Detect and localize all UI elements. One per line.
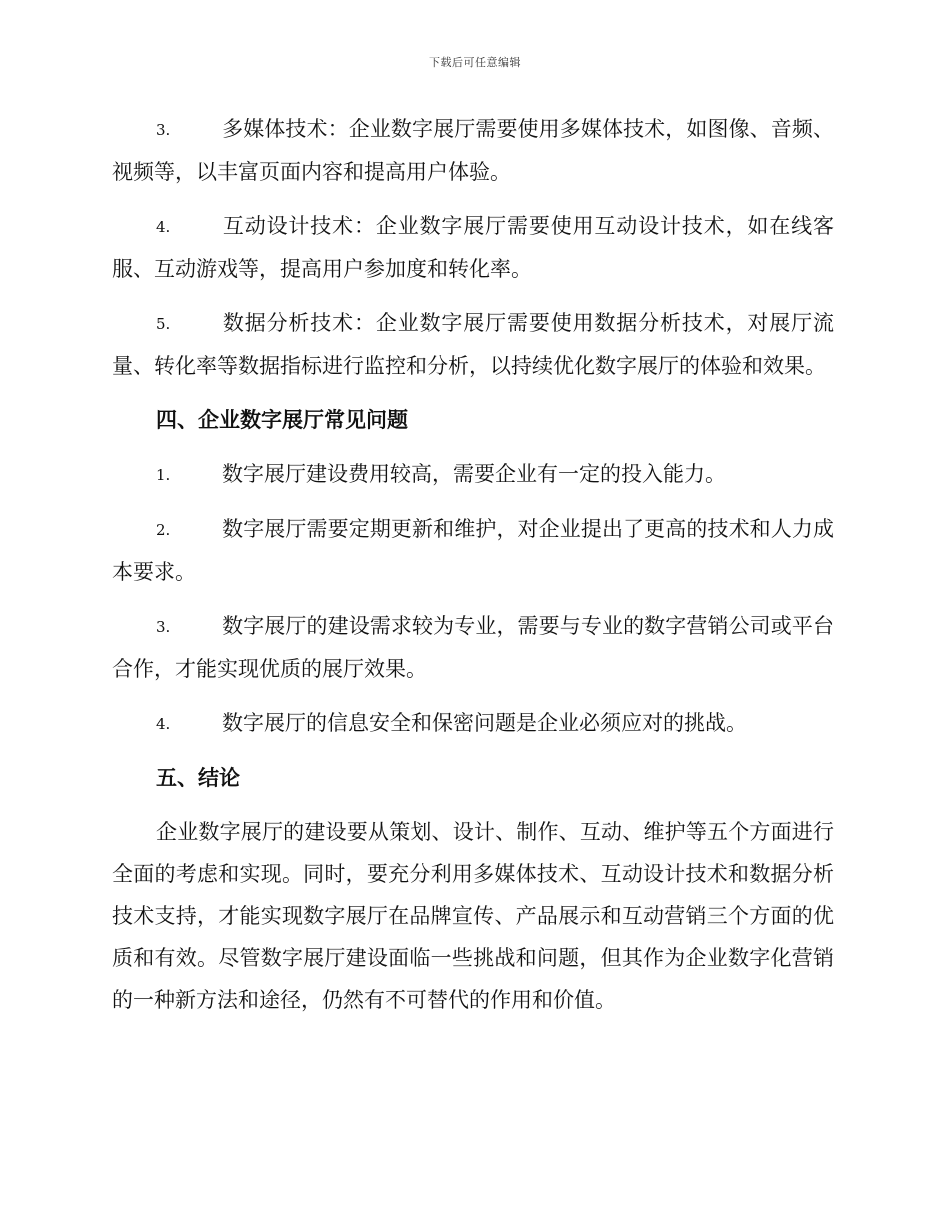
- list-item-text: 多媒体技术：企业数字展厅需要使用多媒体技术，如图像、音频、视频等，以丰富页面内容和提高用户体验。: [112, 117, 834, 184]
- list-item-text: 数字展厅的建设需求较为专业，需要与专业的数字营销公司或平台合作，才能实现优质的展厅效果。: [112, 614, 834, 681]
- list-item-text: 数字展厅需要定期更新和维护，对企业提出了更高的技术和人力成本要求。: [112, 517, 834, 584]
- list-item: [112, 508, 834, 593]
- list-item-text: 数字展厅的信息安全和保密问题是企业必须应对的挑战。: [222, 711, 747, 735]
- list-item-text: 互动设计技术：企业数字展厅需要使用互动设计技术，如在线客服、互动游戏等，提高用户参加度和转化率。: [112, 214, 834, 281]
- conclusion-paragraph: 企业数字展厅的建设要从策划、设计、制作、互动、维护等五个方面进行全面的考虑和实现。同时，要充分利用多媒体技术、互动设计技术和数据分析技术支持，才能实现数字展厅在品牌宣传、产品展示和互动营销三个方面的优质和有效。尽管数字展厅建设面临一些挑战和问题，但其作为企业数字化营销的一种新方法和途径，仍然有不可替代的作用和价值。: [112, 820, 834, 1012]
- section-heading-common-problems: 四、企业数字展厅常见问题: [156, 407, 408, 432]
- list-item-number: 5.: [156, 315, 171, 333]
- list-item-number: 3.: [156, 121, 171, 139]
- list-item: [112, 302, 834, 387]
- list-item-text: 数字展厅建设费用较高，需要企业有一定的投入能力。: [222, 462, 726, 486]
- list-item-number: 4.: [156, 218, 171, 236]
- list-item: [112, 108, 834, 193]
- list-item-text: 数据分析技术：企业数字展厅需要使用数据分析技术，对展厅流量、转化率等数据指标进行监控和分析，以持续优化数字展厅的体验和效果。: [112, 311, 834, 378]
- list-item: [112, 205, 834, 290]
- list-item: [112, 605, 834, 690]
- page-content: [112, 108, 834, 1021]
- page-header: 下载后可任意编辑: [429, 56, 521, 69]
- list-item: [112, 453, 834, 496]
- list-item: [112, 702, 834, 745]
- list-item-number: 1.: [156, 466, 171, 484]
- list-item-number: 3.: [156, 618, 171, 636]
- section-heading-conclusion: 五、结论: [156, 765, 240, 790]
- list-item-number: 2.: [156, 521, 171, 539]
- list-item-number: 4.: [156, 715, 171, 733]
